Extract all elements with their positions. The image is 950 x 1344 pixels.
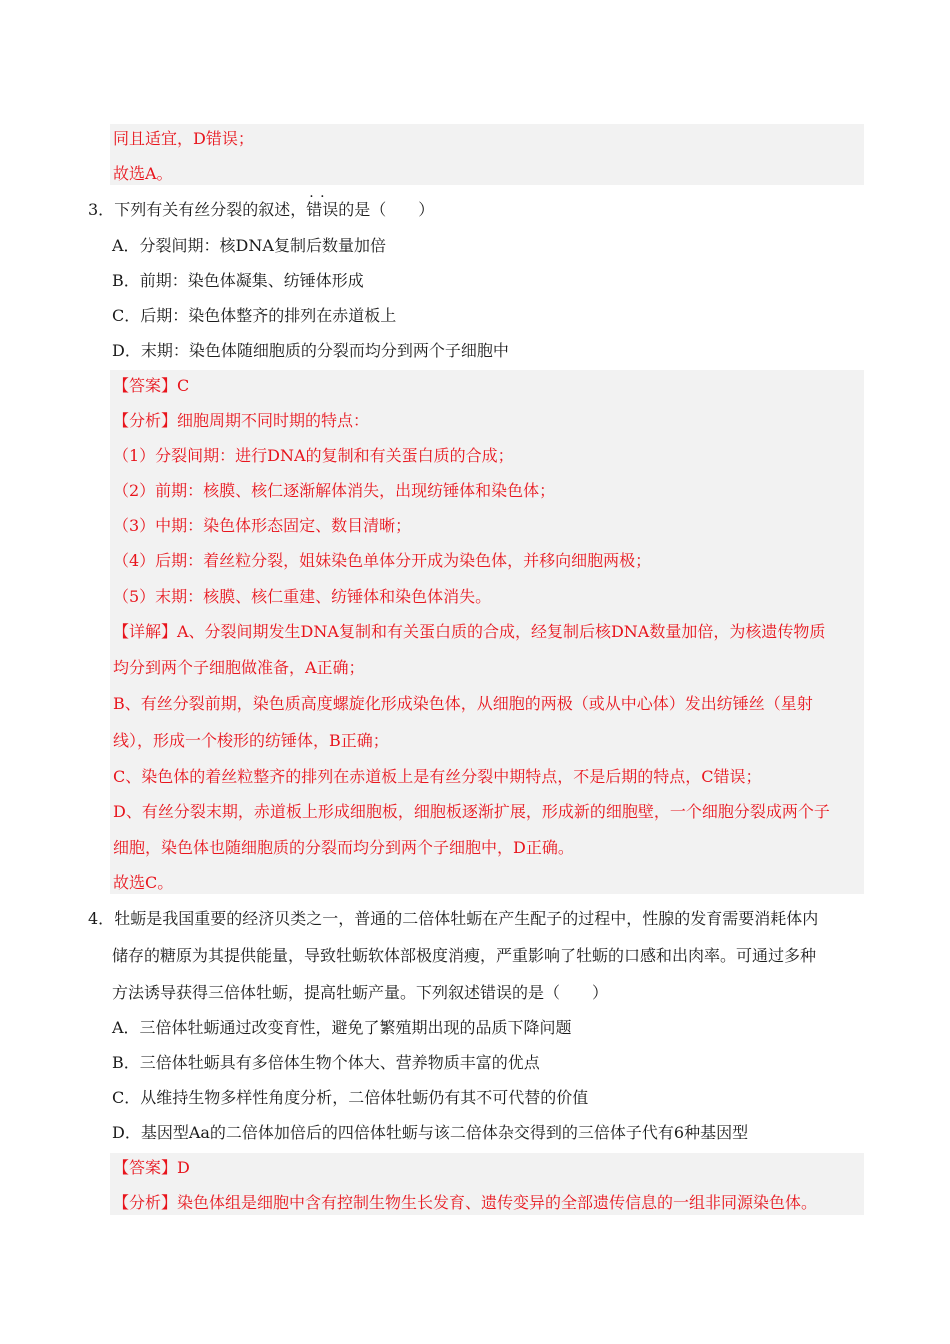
answer-line: 【答案】C [113,376,190,395]
detail-line: D、有丝分裂末期，赤道板上形成细胞板，细胞板逐渐扩展，形成新的细胞壁，一个细胞分裂成两个子 [113,802,830,821]
question-3-stem: 3．下列有关有丝分裂的叙述，· · 错误的是（ ） [88,200,434,220]
option-a: A．三倍体牡蛎通过改变育性，避免了繁殖期出现的品质下降问题 [112,1018,572,1037]
analysis-line: （1）分裂间期：进行DNA的复制和有关蛋白质的合成； [113,446,514,465]
detail-line: 细胞，染色体也随细胞质的分裂而均分到两个子细胞中，D正确。 [113,838,574,857]
detail-line: 线），形成一个梭形的纺锤体，B正确； [113,731,389,750]
option-b: B．前期：染色体凝集、纺锤体形成 [112,271,364,290]
analysis-line: 【分析】染色体组是细胞中含有控制生物生长发育、遗传变异的全部遗传信息的一组非同源染色体。 [113,1193,818,1212]
detail-line: C、染色体的着丝粒整齐的排列在赤道板上是有丝分裂中期特点，不是后期的特点，C错误； [113,767,762,786]
analysis-line: （5）末期：核膜、核仁重建、纺锤体和染色体消失。 [113,587,492,606]
prev-explanation-line: 同且适宜，D错误； [113,129,254,148]
question-number: 4． [88,909,115,928]
analysis-line: （2）前期：核膜、核仁逐渐解体消失，出现纺锤体和染色体； [113,481,556,500]
detail-line: 均分到两个子细胞做准备，A正确； [113,658,365,677]
conclusion-line: 故选C。 [113,873,174,892]
option-c: C．后期：染色体整齐的排列在赤道板上 [112,306,397,325]
answer-line: 【答案】D [113,1158,190,1177]
question-number: 3． [88,200,115,219]
analysis-line: （3）中期：染色体形态固定、数目清晰； [113,516,412,535]
question-4-stem: 4．牡蛎是我国重要的经济贝类之一，普通的二倍体牡蛎在产生配子的过程中，性腺的发育需要消耗体内 [88,909,819,928]
emphasized-word: · · 错误 [306,200,338,220]
option-d: D．基因型Aa的二倍体加倍后的四倍体牡蛎与该二倍体杂交得到的三倍体子代有6种基因型 [112,1123,749,1142]
analysis-line: 【分析】细胞周期不同时期的特点： [113,411,370,430]
prev-conclusion-line: 故选A。 [113,164,173,183]
option-a: A．分裂间期：核DNA复制后数量加倍 [112,236,386,255]
detail-line: B、有丝分裂前期，染色质高度螺旋化形成染色体，从细胞的两极（或从中心体）发出纺锤丝（星射 [113,694,813,713]
question-4-stem-continued: 方法诱导获得三倍体牡蛎，提高牡蛎产量。下列叙述错误的是（ ） [112,983,609,1002]
option-c: C．从维持生物多样性角度分析，二倍体牡蛎仍有其不可代替的价值 [112,1088,589,1107]
question-4-stem-continued: 储存的糖原为其提供能量，导致牡蛎软体部极度消瘦，严重影响了牡蛎的口感和出肉率。可通过多种 [112,946,817,965]
option-d: D．末期：染色体随细胞质的分裂而均分到两个子细胞中 [112,341,509,360]
analysis-line: （4）后期：着丝粒分裂，姐妹染色单体分开成为染色体，并移向细胞两极； [113,551,652,570]
detail-line: 【详解】A、分裂间期发生DNA复制和有关蛋白质的合成，经复制后核DNA数量加倍，为核遗传物质 [113,622,826,641]
option-b: B．三倍体牡蛎具有多倍体生物个体大、营养物质丰富的优点 [112,1053,540,1072]
